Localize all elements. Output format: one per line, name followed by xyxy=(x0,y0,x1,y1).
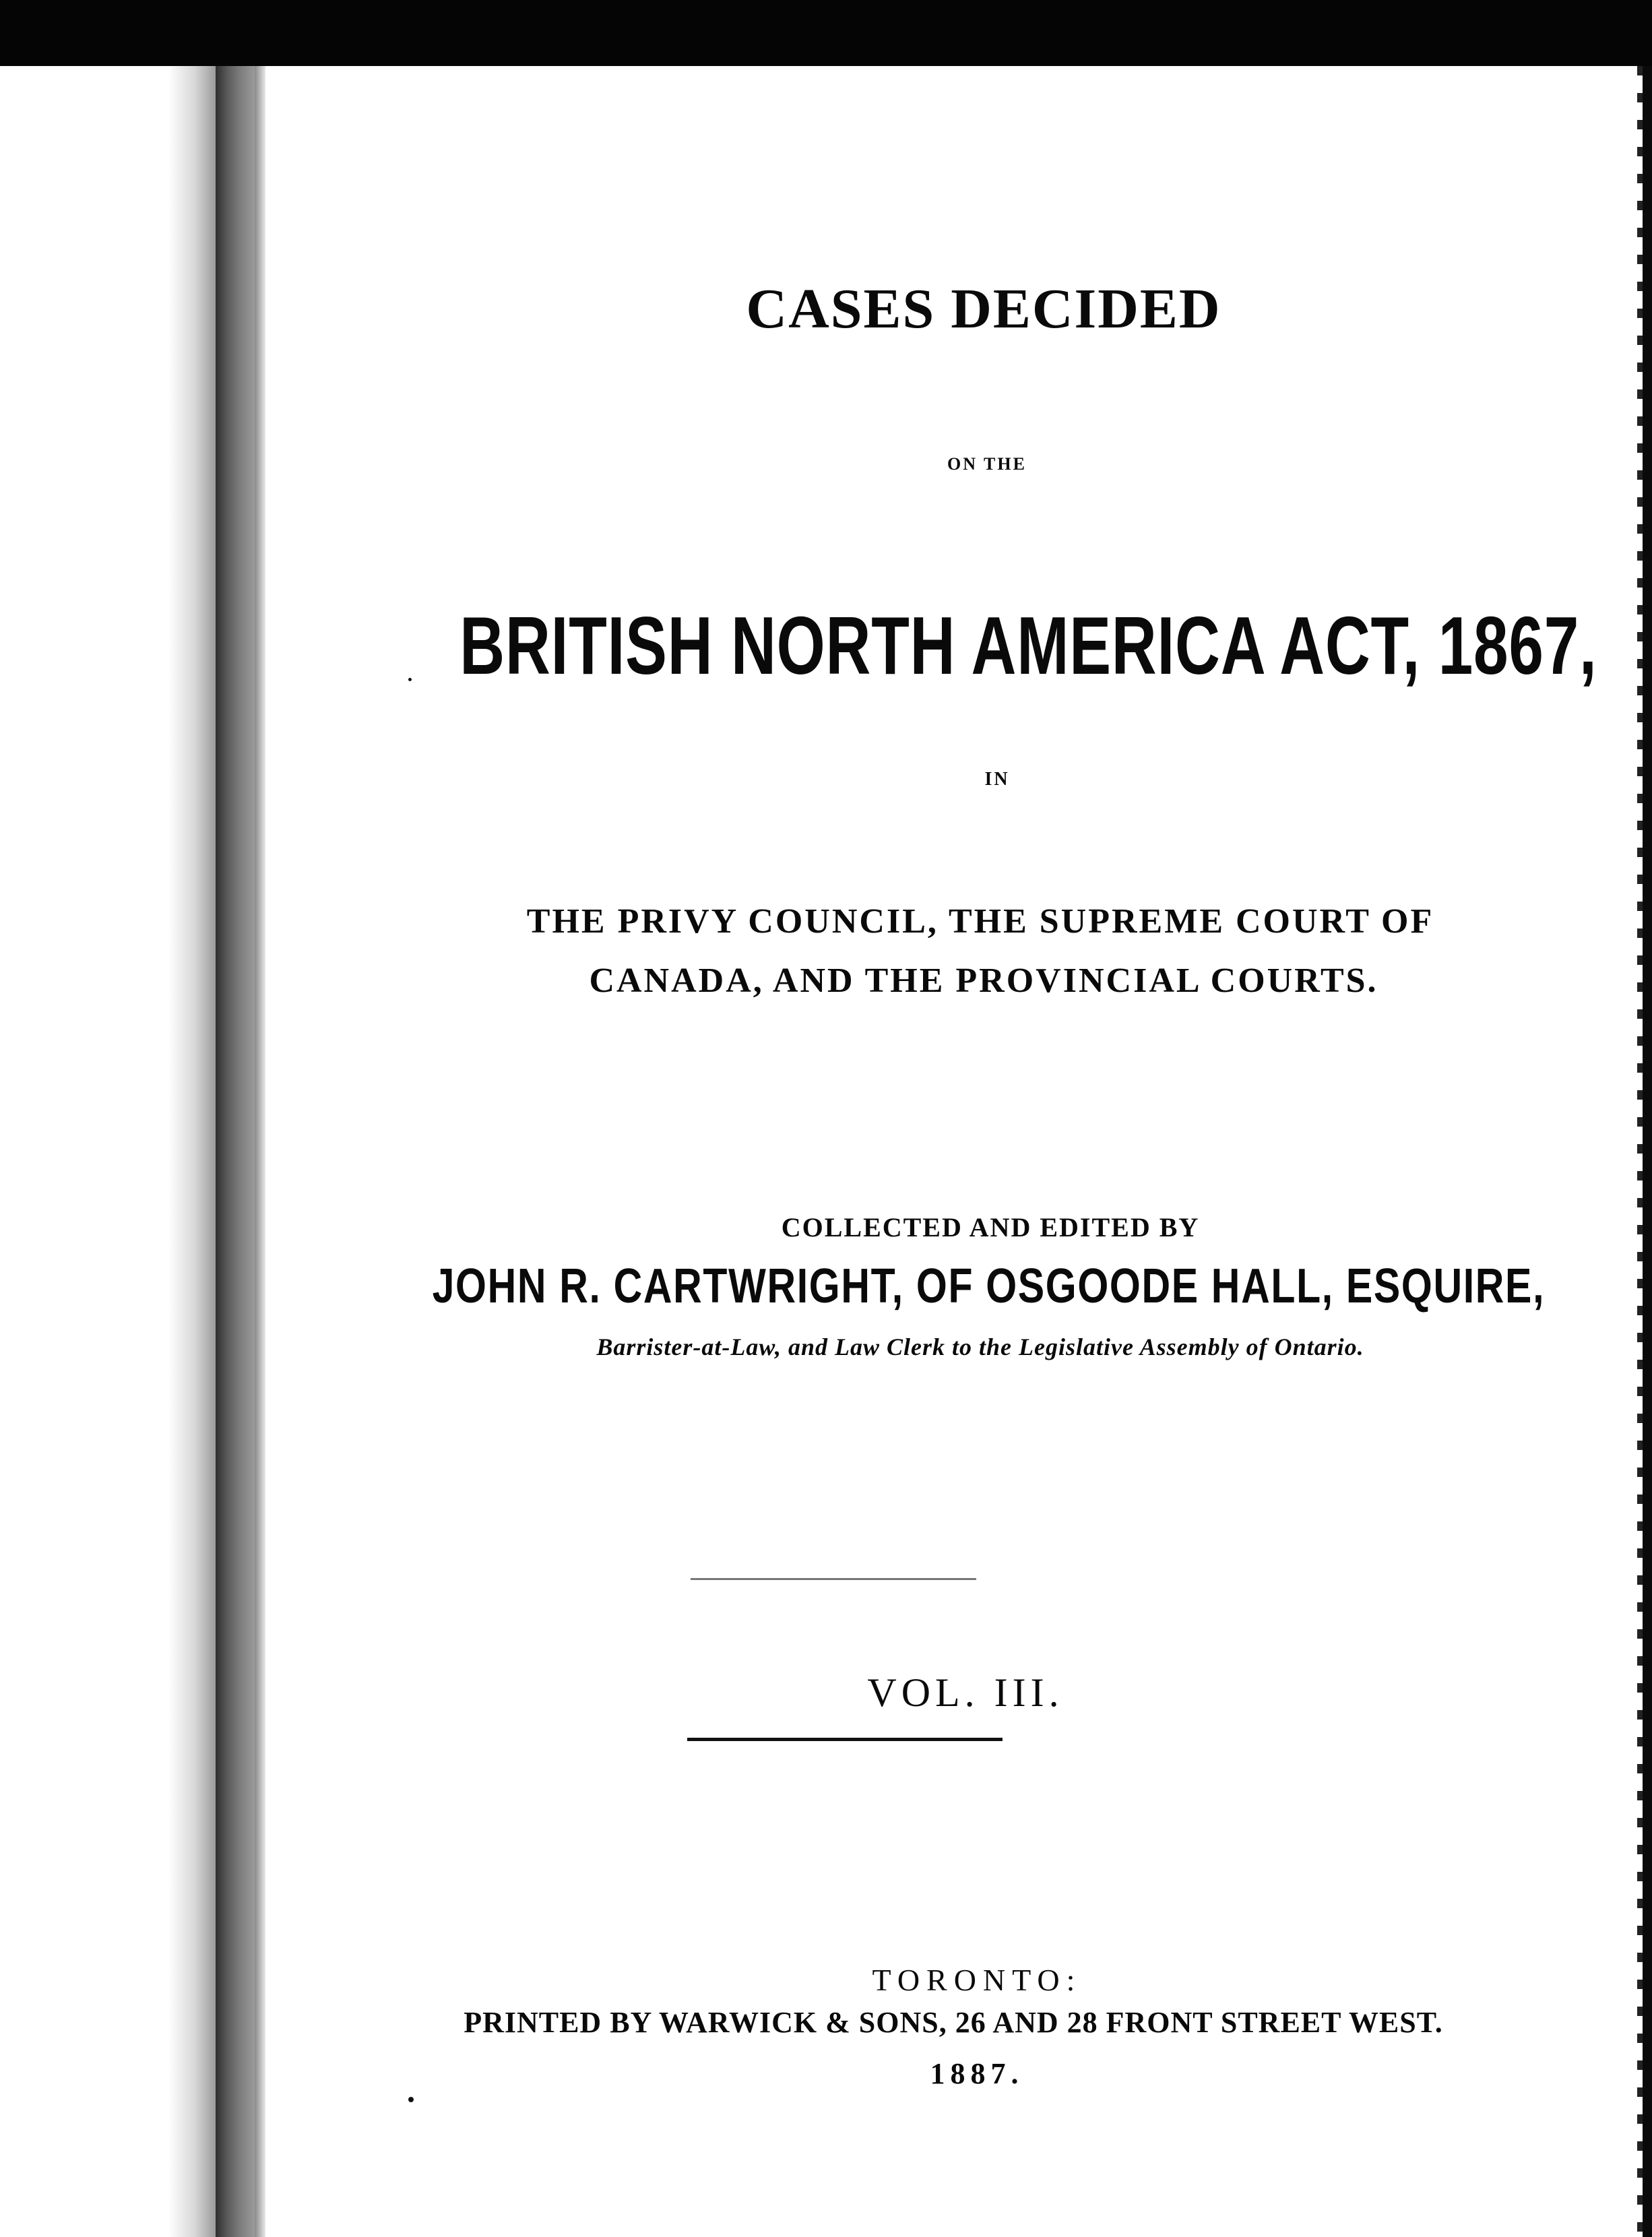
collected-by-line: COLLECTED AND EDITED BY xyxy=(781,1212,1200,1242)
facing-page-shade xyxy=(168,66,216,2237)
scan-right-border-marks xyxy=(1637,66,1643,2237)
scan-right-border xyxy=(1643,66,1652,2237)
connector-on-the: ON THE xyxy=(947,454,1027,474)
book-spine-shadow xyxy=(216,66,255,2237)
title-page xyxy=(265,66,1628,2237)
editor-credentials: Barrister-at-Law, and Law Clerk to the Legislative Assembly of Ontario. xyxy=(596,1333,1364,1360)
scan-top-border xyxy=(0,0,1652,66)
courts-line-1: THE PRIVY COUNCIL, THE SUPREME COURT OF xyxy=(526,902,1434,941)
volume-rule-bottom xyxy=(687,1738,1003,1741)
scan-speck xyxy=(408,678,412,681)
act-title: BRITISH NORTH AMERICA ACT, 1867, xyxy=(459,600,1597,691)
scan-speck xyxy=(408,2097,414,2102)
imprint-printer: PRINTED BY WARWICK & SONS, 26 AND 28 FRONT STREET WEST. xyxy=(464,2006,1443,2039)
courts-line-2: CANADA, AND THE PROVINCIAL COURTS. xyxy=(589,962,1378,1000)
page-gutter-edge xyxy=(255,66,265,2237)
volume-number: VOL. III. xyxy=(867,1670,1064,1715)
editor-name: JOHN R. CARTWRIGHT, OF OSGOODE HALL, ESQUIRE, xyxy=(432,1259,1546,1313)
imprint-year: 1887. xyxy=(930,2057,1024,2090)
connector-in: IN xyxy=(984,769,1010,790)
volume-rule-top xyxy=(691,1578,976,1580)
imprint-city: TORONTO: xyxy=(872,1963,1082,1997)
book-heading: CASES DECIDED xyxy=(746,278,1221,340)
